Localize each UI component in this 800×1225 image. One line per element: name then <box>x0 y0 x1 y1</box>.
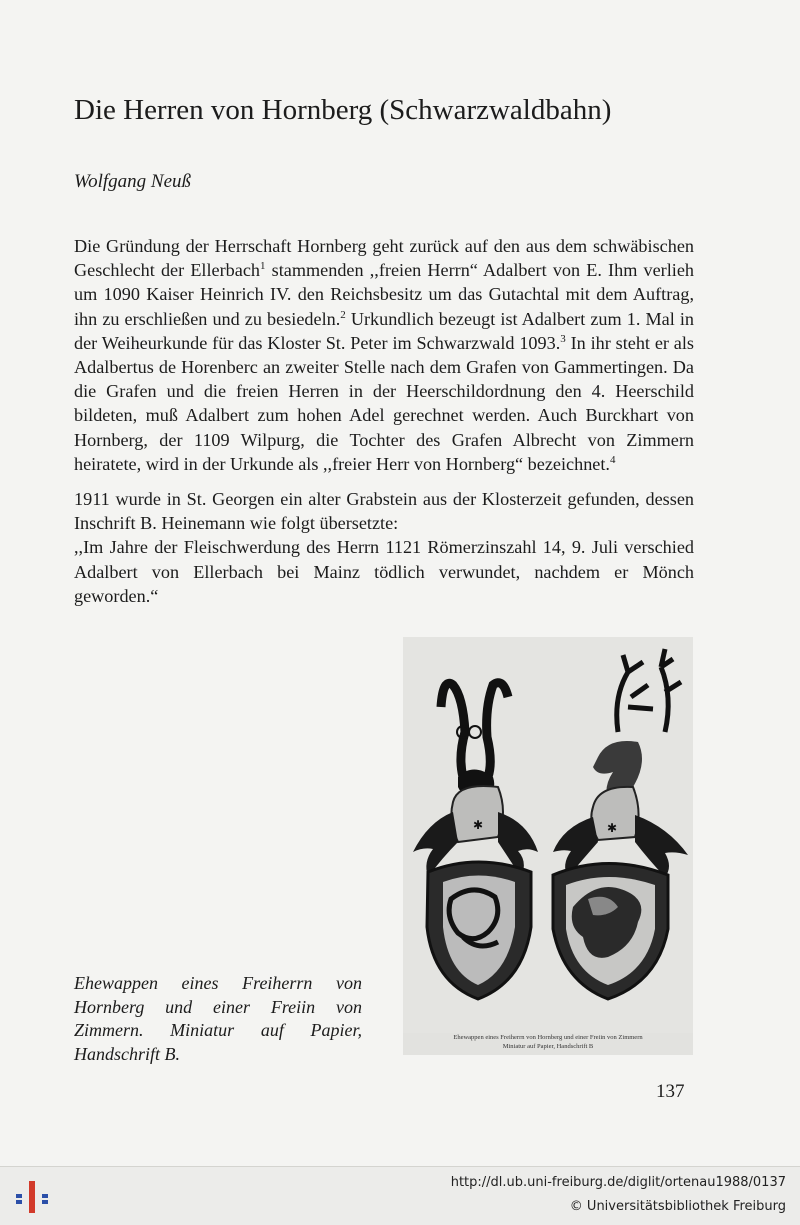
footnote-marker: 2 <box>340 308 346 321</box>
author-name: Wolfgang Neuß <box>74 171 191 192</box>
paragraph-text-run: In ihr steht er als Adalbertus de Horenberc an zweiter Stelle nach dem Grafen von Gammertingen. Da die Grafen und die freien Herren in der Heerschildordnung den 4. Heerschild bildeten, muß Adalbert zum hohen Adel gerechnet werden. Auch Burckhart von Hornberg, der 1109 Wilpurg, die Tochter des Grafen Albrecht von Zimmern heiratete, wird in der Urkunde als ,,freier Herr von Hornberg“ bezeichnet. <box>74 332 694 474</box>
figure-inner-caption: Ehewappen eines Freiherrn von Hornberg und einer Freiin von Zimmern <box>453 1034 643 1041</box>
figure-caption: Ehewappen eines Freiherrn von Hornberg und einer Freiin von Zimmern. Miniatur auf Papier, Handschrift B. <box>74 973 362 1064</box>
paragraph-text-run: stammenden ,,freien Herrn“ Adalbert von E. Ihm verlieh um 1090 Kaiser Heinrich IV. den Reichsbesitz um das Gutachtal mit dem Auftrag, ihn zu erschließen und zu besiedeln. <box>74 260 695 329</box>
ub-freiburg-logo-icon[interactable] <box>12 1178 52 1216</box>
paragraph-gravestone: 1911 wurde in St. Georgen ein alter Grabstein aus der Klosterzeit gefunden, dessen Inschrift B. Heinemann wie folgt übersetzte: ,,Im Jahre der Fleischwerdung des Herrn 1121 Römerzinszahl 14, 9. Juli verschied Adalbert von Ellerbach bei Mainz tödlich verwundet, nachdem er Mönch geworden.“ <box>74 489 694 606</box>
footnote-marker: 1 <box>260 260 266 273</box>
paragraph-text-run: Die Gründung der Herrschaft Hornberg geht zurück auf den aus dem schwäbischen Geschlecht der Ellerbach <box>74 236 694 281</box>
permalink-url[interactable]: http://dl.ub.uni-freiburg.de/diglit/ortenau1988/0137 <box>450 1175 786 1190</box>
page-number: 137 <box>656 1081 685 1102</box>
page-title: Die Herren von Hornberg (Schwarzwaldbahn) <box>74 94 612 126</box>
viewer-footer <box>0 1166 800 1225</box>
coat-of-arms-image <box>403 637 693 1033</box>
copyright-notice: © Universitätsbibliothek Freiburg <box>569 1199 786 1214</box>
svg-text:✱: ✱ <box>473 818 484 832</box>
footnote-marker: 3 <box>560 332 566 345</box>
figure-inner-caption-line2: Miniatur auf Papier, Handschrift B <box>502 1043 594 1050</box>
coat-of-arms-figure <box>403 637 693 1055</box>
paragraph-hornberg-origins <box>74 234 694 476</box>
footnote-marker: 4 <box>609 453 616 466</box>
paragraph-text-run: Urkundlich bezeugt ist Adalbert zum 1. Mal in der Weiheurkunde für das Kloster St. Peter im Schwarzwald 1093. <box>74 308 694 353</box>
svg-text:✱: ✱ <box>607 821 618 835</box>
